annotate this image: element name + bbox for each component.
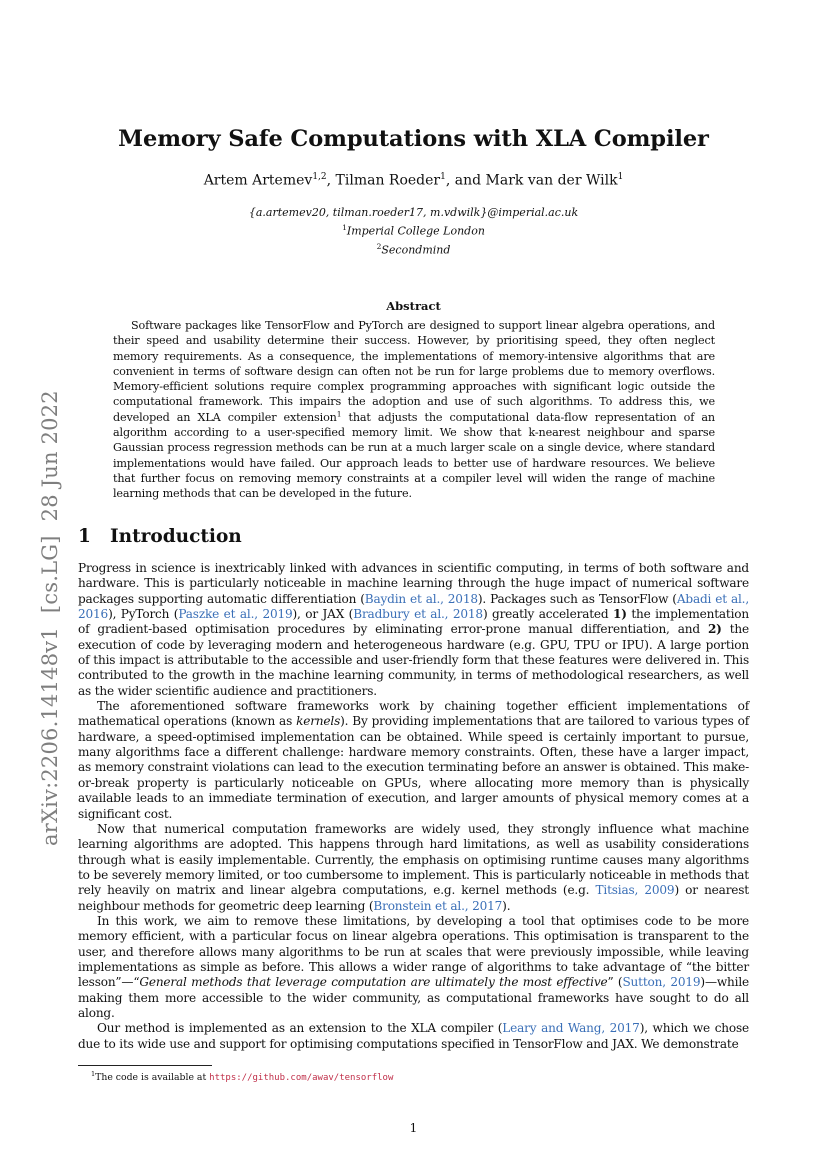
author-contact xyxy=(0,205,827,258)
citation-link[interactable]: Baydin et al., 2018 xyxy=(364,591,478,606)
arxiv-stamp xyxy=(38,376,62,846)
footnote xyxy=(91,1070,393,1083)
arxiv-date: 28 Jun 2022 xyxy=(38,390,62,522)
section-number: 1 xyxy=(78,526,91,547)
page-number: 1 xyxy=(409,1121,418,1135)
author-name: Artem Artemev xyxy=(203,172,313,189)
footnote-rule xyxy=(78,1065,212,1066)
affiliation-mark: 2 xyxy=(376,242,382,252)
section-title: Introduction xyxy=(110,526,242,547)
citation-link[interactable]: Bronstein et al., 2017 xyxy=(373,898,503,913)
citation-link[interactable]: Sutton, 2019 xyxy=(622,975,701,990)
section-body xyxy=(78,561,749,1052)
author-separator: , and xyxy=(445,172,486,189)
citation-link[interactable]: Paszke et al., 2019 xyxy=(178,607,293,622)
paragraph: Progress in science is inextricably linked with advances in scientific computing, in terms of both software and hardware. This is particularly noticeable in machine learning through the huge impact of numerical software packages supporting automatic differentiation (Baydin et al., 2018). Packages such as TensorFlow (Abadi et al., 2016), PyTorch (Paszke et al., 2019), or JAX (Bradbury et al., 2018) greatly accelerated 1) the implementation of gradient-based optimisation procedures by eliminating error-prone manual differentiation, and 2) the execution of code by leveraging modern and heterogeneous hardware (e.g. GPU, TPU or IPU). A large portion of this impact is attributable to the accessible and user-friendly form that these features were delivered in. This contributed to the growth in the machine learning community, in terms of methodological researchers, as well as the wider scientific audience and practitioners. xyxy=(78,561,749,698)
enumeration-marker: 2) xyxy=(707,622,722,637)
citation-link[interactable]: Leary and Wang, 2017 xyxy=(502,1021,640,1036)
footnote-marker[interactable]: 1 xyxy=(336,409,342,419)
paragraph: Our method is implemented as an extension to the XLA compiler (Leary and Wang, 2017), which we chose due to its wide use and support for optimising computations specified in TensorFlow and JAX. We demonstrate xyxy=(78,1021,749,1051)
author-affiliation-mark: 1 xyxy=(617,172,624,182)
footnote-mark: 1 xyxy=(91,1070,96,1078)
affiliation-name: Secondmind xyxy=(381,243,451,257)
paragraph: Now that numerical computation frameworks are widely used, they strongly influence what machine learning algorithms are adopted. This happens through hard limitations, as well as usability considerations through what is easily implementable. Currently, the emphasis on optimising runtime causes many algorithms to be severely memory limited, or too cumbersome to implement. This is particularly noticeable in methods that rely heavily on matrix and linear algebra computations, e.g. kernel methods (e.g. Titsias, 2009) or nearest neighbour methods for geometric deep learning (Bronstein et al., 2017). xyxy=(78,821,749,913)
author-emails: {a.artemev20, tilman.roeder17, m.vdwilk}@imperial.ac.uk xyxy=(248,206,579,219)
citation-link[interactable]: Abadi et al., 2016 xyxy=(78,591,749,622)
citation-link[interactable]: Titsias, 2009 xyxy=(595,883,675,898)
abstract-part: Software packages like TensorFlow and PyTorch are designed to support linear algebra operations, and their speed and usability determine their success. However, by prioritising speed, they often neglect memory requirements. As a consequence, the implementations of memory-intensive algorithms that are convenient in terms of software design can often not be run for large problems due to memory overflows. Memory-efficient solutions require complex programming approaches with significant logic outside the computational framework. This impairs the adoption and use of such algorithms. To address this, we developed an XLA compiler extension xyxy=(113,319,715,424)
arxiv-category: [cs.LG] xyxy=(38,535,62,614)
section-heading xyxy=(78,526,242,547)
arxiv-id: arXiv:2206.14148v1 xyxy=(38,627,62,846)
code-url-link[interactable]: https://github.com/awav/tensorflow xyxy=(209,1073,394,1084)
author-name: Mark van der Wilk xyxy=(485,172,618,189)
affiliation-line xyxy=(0,220,827,239)
author-separator: , xyxy=(326,172,336,189)
abstract-text xyxy=(113,318,715,502)
author-affiliation-mark: 1 xyxy=(440,172,446,182)
paper-title: Memory Safe Computations with XLA Compiler xyxy=(118,126,709,152)
emphasis: kernels xyxy=(296,714,341,729)
author-name: Tilman Roeder xyxy=(335,172,441,189)
emphasis-quote: General methods that leverage computation are ultimately the most effective xyxy=(139,975,608,990)
affiliation-mark: 1 xyxy=(342,223,347,233)
paragraph: The aforementioned software frameworks work by chaining together efficient implementations of mathematical operations (known as kernels). By providing implementations that are tailored to various types of hardware, a speed-optimised implementation can be obtained. While speed is certainly important to pursue, many algorithms face a different challenge: hardware memory constraints. Often, these have a larger impact, as memory constraint violations can lead to the execution terminating before an answer is obtained. This make-or-break property is particularly noticeable on GPUs, where allocating more memory than is physically available leads to an immediate termination of execution, and larger amounts of physical memory comes at a significant cost. xyxy=(78,699,749,821)
affiliation-line xyxy=(0,239,827,258)
enumeration-marker: 1) xyxy=(613,607,627,622)
citation-link[interactable]: Bradbury et al., 2018 xyxy=(353,607,483,622)
footnote-text: The code is available at xyxy=(95,1072,210,1084)
author-affiliation-mark: 1,2 xyxy=(312,172,327,182)
abstract-heading: Abstract xyxy=(386,299,441,313)
author-list xyxy=(0,172,827,189)
paragraph: In this work, we aim to remove these limitations, by developing a tool that optimises code to be more memory efficient, with a particular focus on linear algebra operations. This optimisation is transparent to the user, and therefore allows many algorithms to be run at scales that were previously impossible, while leaving implementations as simple as before. This allows a wider range of algorithms to take advantage of “the bitter lesson”—“General methods that leverage computation are ultimately the most effective” (Sutton, 2019)—while making them more accessible to the wider community, as computational frameworks have sought to do all along. xyxy=(78,913,749,1020)
abstract-part: that adjusts the computational data-flow representation of an algorithm according to a user-specified memory limit. We show that k-nearest neighbour and sparse Gaussian process regression methods can be run at a much larger scale on a single device, where standard implementations would have failed. Our approach leads to better use of hardware resources. We believe that further focus on removing memory constraints at a compiler level will widen the range of machine learning methods that can be developed in the future. xyxy=(113,410,715,501)
affiliation-name: Imperial College London xyxy=(346,224,485,238)
